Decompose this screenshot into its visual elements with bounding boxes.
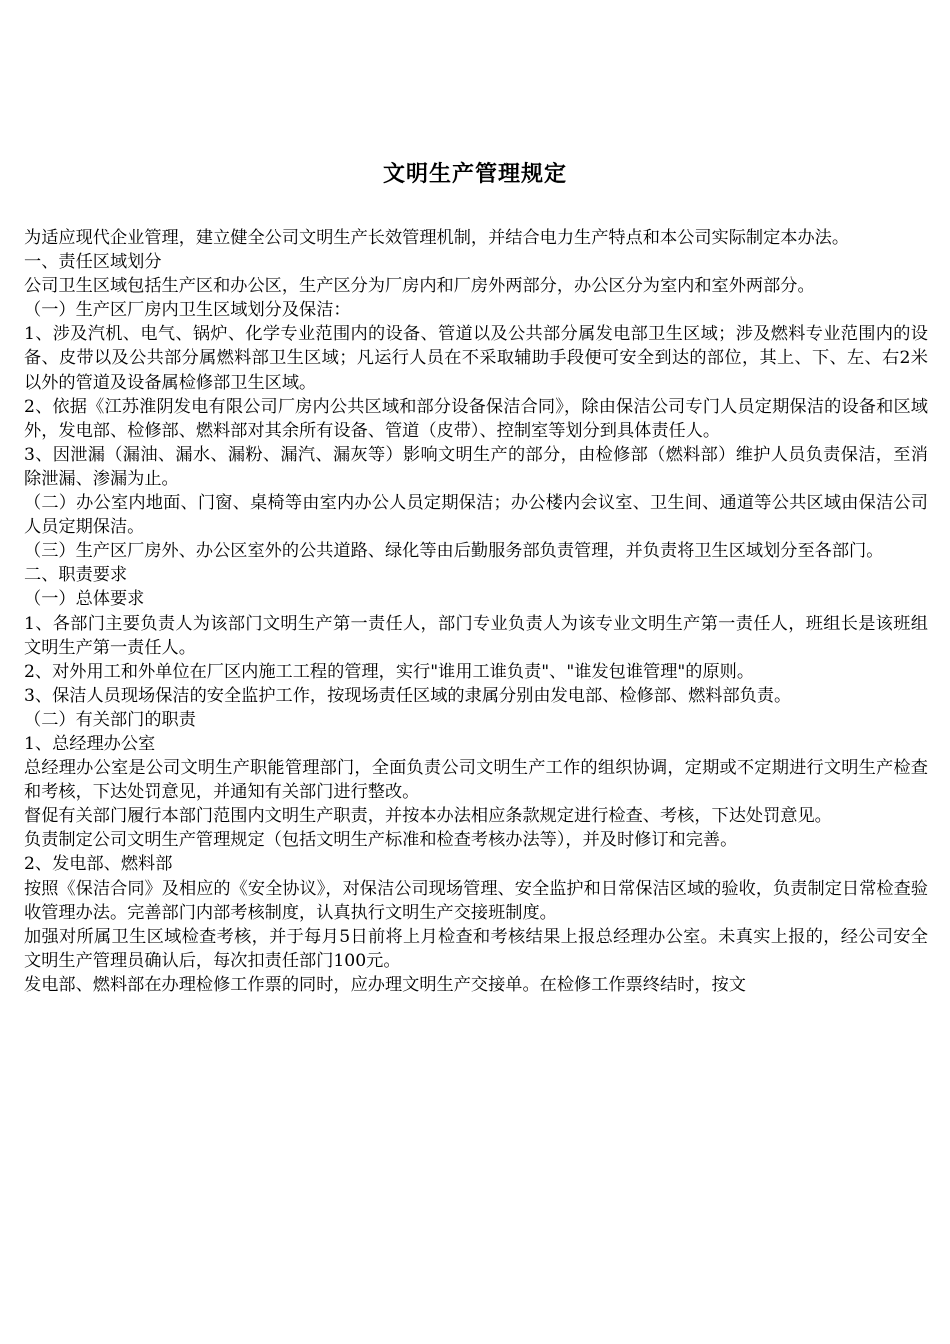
subsection-heading: （一）生产区厂房内卫生区域划分及保洁： [24, 300, 351, 321]
list-item: 1、各部门主要负责人为该部门文明生产第一责任人，部门专业负责人为该专业文明生产第一责任人，班组长是该班组文明生产第一责任人。 [24, 613, 928, 658]
section-heading: 二、职责要求 [24, 565, 128, 586]
subsection-heading: （一）总体要求 [24, 589, 145, 610]
subsection-paragraph: （三）生产区厂房外、办公区室外的公共道路、绿化等由后勤服务部负责管理，并负责将卫生区域划分至各部门。 [24, 541, 884, 562]
list-item: 1、涉及汽机、电气、锅炉、化学专业范围内的设备、管道以及公共部分属发电部卫生区域；涉及燃料专业范围内的设备、皮带以及公共部分属燃料部卫生区域；凡运行人员在不采取辅助手段便可安全到达的部位，其上、下、左、右2米以外的管道及设备属检修部卫生区域。 [24, 324, 928, 393]
item-heading: 2、发电部、燃料部 [24, 854, 173, 875]
subsection-paragraph: （二）办公室内地面、门窗、桌椅等由室内办公人员定期保洁；办公楼内会议室、卫生间、通道等公共区域由保洁公司人员定期保洁。 [24, 493, 928, 538]
intro-paragraph: 为适应现代企业管理，建立健全公司文明生产长效管理机制，并结合电力生产特点和本公司实际制定本办法。 [24, 228, 850, 248]
paragraph: 按照《保洁合同》及相应的《安全协议》，对保洁公司现场管理、安全监护和日常保洁区域的验收，负责制定日常检查验收管理办法。完善部门内部考核制度，认真执行文明生产交接班制度。 [24, 878, 928, 923]
list-item: 2、依据《江苏淮阴发电有限公司厂房内公共区域和部分设备保洁合同》，除由保洁公司专门人员定期保洁的设备和区域外，发电部、检修部、燃料部对其余所有设备、管道（皮带）、控制室等划分到具体责任人。 [24, 396, 928, 441]
list-item: 2、对外用工和外单位在厂区内施工工程的管理，实行"谁用工谁负责"、"谁发包谁管理"的原则。 [24, 661, 755, 682]
subsection-heading: （二）有关部门的职责 [24, 709, 196, 730]
section-heading: 一、责任区域划分 [24, 252, 162, 273]
paragraph: 发电部、燃料部在办理检修工作票的同时，应办理文明生产交接单。在检修工作票终结时，按文 [24, 974, 746, 995]
paragraph: 总经理办公室是公司文明生产职能管理部门，全面负责公司文明生产工作的组织协调，定期或不定期进行文明生产检查和考核，下达处罚意见，并通知有关部门进行整改。 [24, 758, 928, 803]
list-item: 3、因泄漏（漏油、漏水、漏粉、漏汽、漏灰等）影响文明生产的部分，由检修部（燃料部）维护人员负责保洁，至消除泄漏、渗漏为止。 [24, 444, 928, 489]
paragraph: 加强对所属卫生区域检查考核，并于每月5日前将上月检查和考核结果上报总经理办公室。未真实上报的，经公司安全文明生产管理员确认后，每次扣责任部门100元。 [24, 926, 928, 971]
item-heading: 1、总经理办公室 [24, 733, 156, 754]
paragraph: 督促有关部门履行本部门范围内文明生产职责，并按本办法相应条款规定进行检查、考核，下达处罚意见。 [24, 806, 832, 827]
document-title: 文明生产管理规定 [382, 162, 567, 187]
document-body [24, 226, 928, 997]
list-item: 3、保洁人员现场保洁的安全监护工作，按现场责任区域的隶属分别由发电部、检修部、燃料部负责。 [24, 685, 792, 706]
paragraph: 公司卫生区域包括生产区和办公区，生产区分为厂房内和厂房外两部分，办公区分为室内和室外两部分。 [24, 276, 815, 297]
paragraph: 负责制定公司文明生产管理规定（包括文明生产标准和检查考核办法等），并及时修订和完善。 [24, 830, 738, 851]
